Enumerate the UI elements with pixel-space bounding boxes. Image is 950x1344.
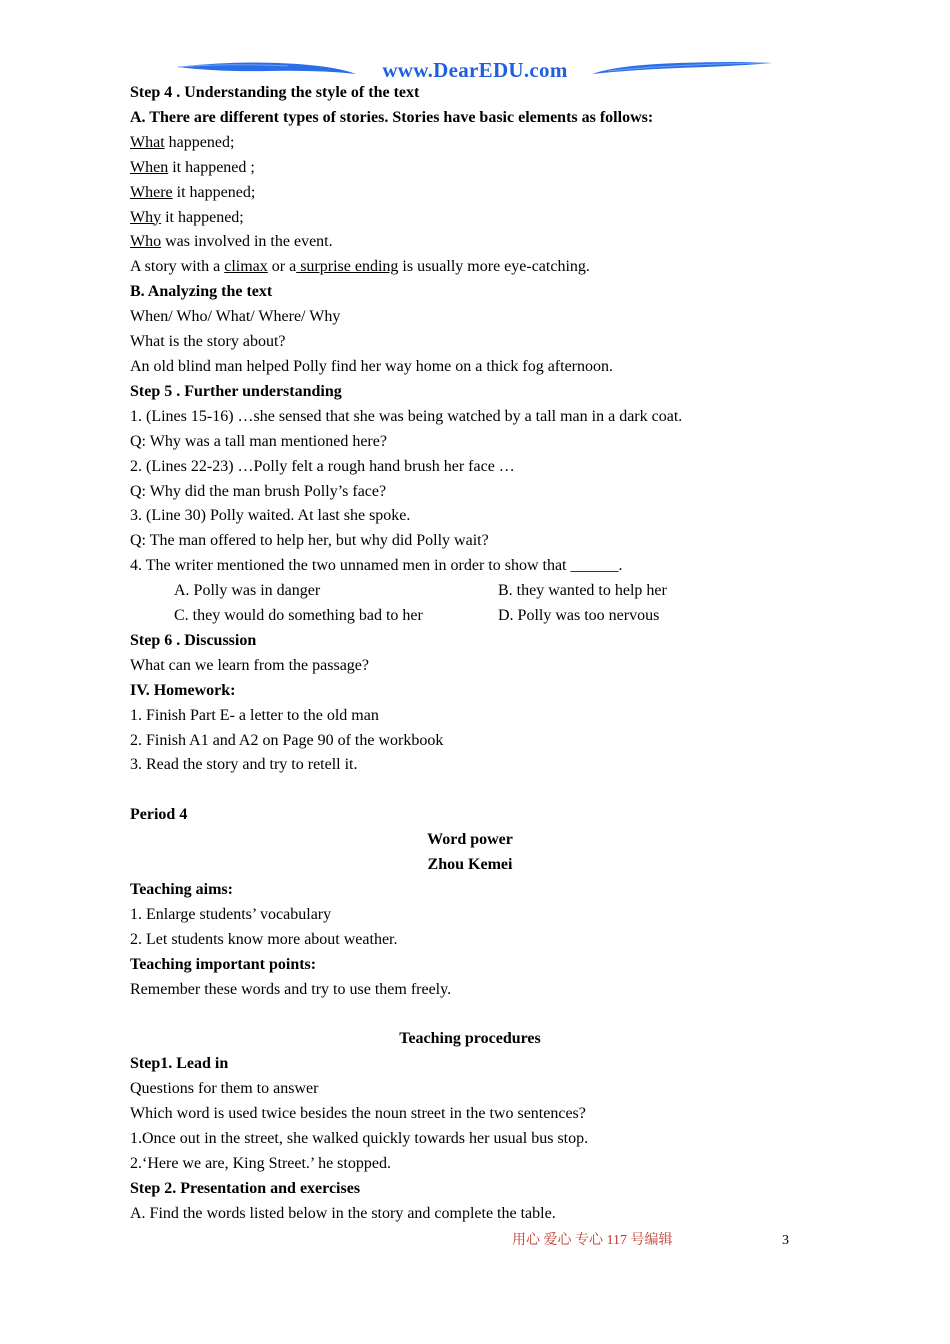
text-line: What is the story about? [130, 333, 286, 351]
text-line: What can we learn from the passage? [130, 656, 369, 674]
element-what: What happened; [130, 133, 235, 151]
text-line: Remember these words and try to use them freely. [130, 980, 452, 998]
options-row [130, 579, 810, 604]
text-line: Q: The man offered to help her, but why did Polly wait? [130, 532, 489, 550]
text-line: 1.Once out in the street, she walked quickly towards her usual bus stop. [130, 1130, 589, 1148]
text-line: 2. Let students know more about weather. [130, 930, 398, 948]
section-b-heading: B. Analyzing the text [130, 283, 273, 301]
footer-note: 用心 爱心 专心 117 号编辑 [512, 1233, 673, 1248]
element-why: Why it happened; [130, 208, 244, 226]
step1-heading: Step1. Lead in [130, 1055, 229, 1073]
page-number: 3 [782, 1233, 789, 1248]
text-line: A. Find the words listed below in the story and complete the table. [130, 1204, 556, 1222]
blank-line [130, 778, 810, 803]
text-line: 1. Enlarge students’ vocabulary [130, 905, 332, 923]
homework-item: 1. Finish Part E- a letter to the old man [130, 706, 379, 724]
author-name: Zhou Kemei [427, 856, 513, 874]
site-logo-text[interactable]: www.DearEDU.com [382, 58, 568, 82]
homework-heading: IV. Homework: [130, 681, 236, 699]
text-line: 2.‘Here we are, King Street.’ he stopped. [130, 1154, 391, 1172]
element-where: Where it happened; [130, 183, 256, 201]
text-line: 2. (Lines 22-23) …Polly felt a rough hand brush her face … [130, 457, 515, 475]
step5-heading: Step 5 . Further understanding [130, 382, 342, 400]
homework-item: 2. Finish A1 and A2 on Page 90 of the workbook [130, 731, 444, 749]
teaching-aims-heading: Teaching aims: [130, 881, 233, 898]
option-d: D. Polly was too nervous [498, 607, 660, 625]
question-4: 4. The writer mentioned the two unnamed men in order to show that ______. [130, 557, 623, 575]
element-when: When it happened ; [130, 158, 255, 176]
step2-heading: Step 2. Presentation and exercises [130, 1179, 361, 1197]
procedures-heading: Teaching procedures [399, 1030, 541, 1048]
text-line: Q: Why was a tall man mentioned here? [130, 432, 387, 450]
text-line: 3. (Line 30) Polly waited. At last she spoke. [130, 507, 411, 525]
step4-heading: Step 4 . Understanding the style of the text [130, 84, 420, 101]
option-a: A. Polly was in danger [174, 582, 321, 600]
header-banner [178, 58, 772, 82]
homework-item: 3. Read the story and try to retell it. [130, 756, 358, 774]
text-line: 1. (Lines 15-16) …she sensed that she was being watched by a tall man in a dark coat. [130, 407, 683, 425]
lesson-title: Word power [427, 831, 513, 849]
option-b: B. they wanted to help her [498, 582, 667, 600]
option-c: C. they would do something bad to her [174, 607, 423, 625]
blank-line [130, 1003, 810, 1028]
climax-sentence: A story with a climax or a surprise ending is usually more eye-catching. [130, 258, 590, 276]
step6-heading: Step 6 . Discussion [130, 631, 257, 649]
section-a-heading: A. There are different types of stories. Stories have basic elements as follows: [130, 108, 654, 126]
options-row [130, 604, 810, 629]
document-body [130, 81, 810, 1227]
period-heading: Period 4 [130, 806, 188, 824]
text-line: When/ Who/ What/ Where/ Why [130, 308, 341, 326]
element-who: Who was involved in the event. [130, 233, 333, 251]
important-points-heading: Teaching important points: [130, 955, 317, 973]
text-line: Questions for them to answer [130, 1080, 319, 1098]
text-line: An old blind man helped Polly find her way home on a thick fog afternoon. [130, 357, 614, 375]
text-line: Which word is used twice besides the noun street in the two sentences? [130, 1105, 586, 1123]
text-line: Q: Why did the man brush Polly’s face? [130, 482, 387, 500]
